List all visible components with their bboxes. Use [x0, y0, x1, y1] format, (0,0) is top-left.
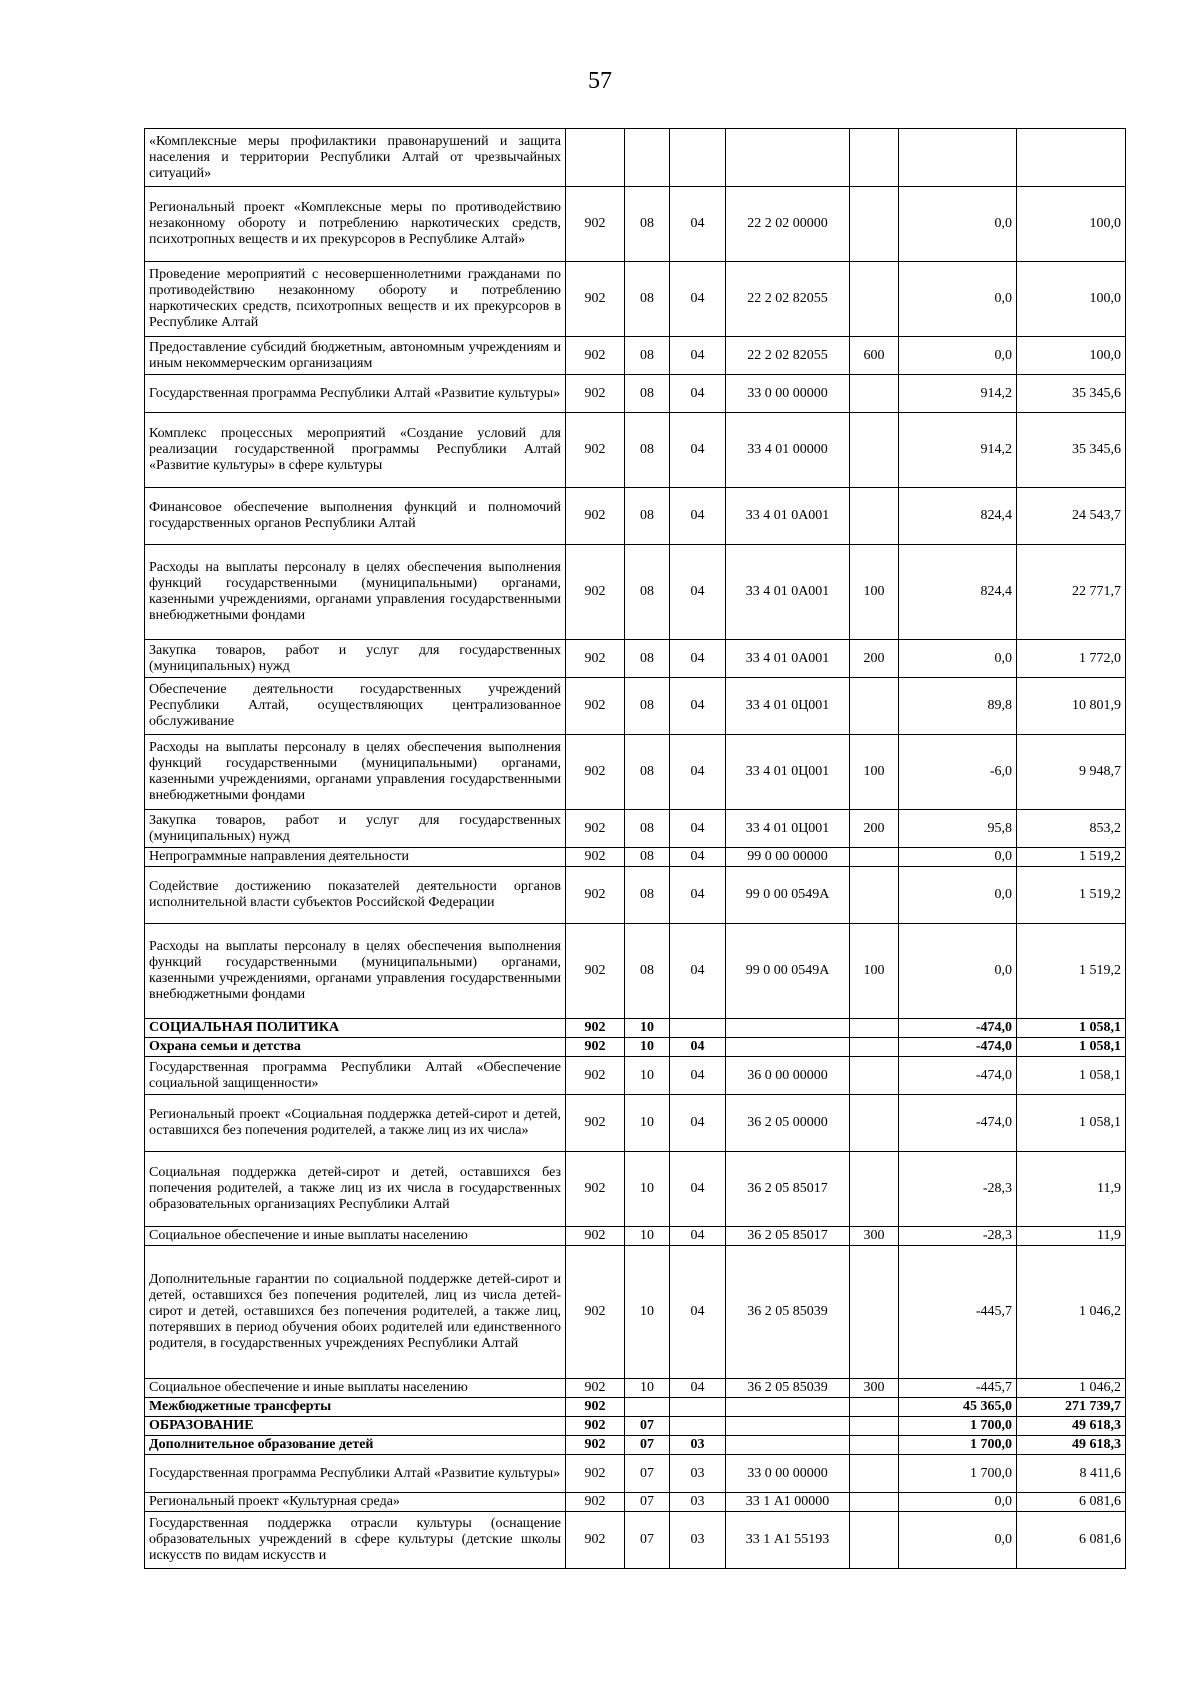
table-row	[145, 1038, 1126, 1057]
row-amount-change: 0,0	[899, 187, 1017, 262]
row-amount-change: -28,3	[899, 1227, 1017, 1246]
row-name: Закупка товаров, работ и услуг для государственных (муниципальных) нужд	[145, 640, 566, 678]
row-amount-change: 824,4	[899, 545, 1017, 640]
row-amount-change: -474,0	[899, 1095, 1017, 1152]
row-grbs-code: 902	[566, 545, 625, 640]
row-name: «Комплексные меры профилактики правонарушений и защита населения и территории Республики Алтай от чрезвычайных ситуаций»	[145, 129, 566, 187]
row-amount-total: 1 519,2	[1017, 848, 1126, 867]
row-grbs-code: 902	[566, 1227, 625, 1246]
row-name: Предоставление субсидий бюджетным, автономным учреждениям и иным некоммерческим организациям	[145, 337, 566, 375]
row-name: Государственная программа Республики Алтай «Развитие культуры»	[145, 1455, 566, 1493]
row-target-article-code	[726, 1436, 850, 1455]
row-amount-total: 100,0	[1017, 337, 1126, 375]
row-name: Охрана семьи и детства	[145, 1038, 566, 1057]
row-amount-change: 914,2	[899, 375, 1017, 413]
row-name: Социальное обеспечение и иные выплаты населению	[145, 1227, 566, 1246]
row-subsection-code: 04	[670, 924, 726, 1019]
table-row	[145, 1493, 1126, 1512]
row-expense-type-code: 200	[850, 640, 899, 678]
row-name: Региональный проект «Социальная поддержка детей-сирот и детей, оставшихся без попечения родителей, а также лиц из их числа»	[145, 1095, 566, 1152]
row-expense-type-code: 100	[850, 735, 899, 810]
row-target-article-code: 33 0 00 00000	[726, 1455, 850, 1493]
row-grbs-code: 902	[566, 187, 625, 262]
row-target-article-code: 36 2 05 85017	[726, 1152, 850, 1227]
row-subsection-code: 04	[670, 1246, 726, 1379]
row-amount-change: -474,0	[899, 1038, 1017, 1057]
row-expense-type-code	[850, 1019, 899, 1038]
row-expense-type-code: 200	[850, 810, 899, 848]
row-amount-change: 45 365,0	[899, 1398, 1017, 1417]
row-amount-change: -28,3	[899, 1152, 1017, 1227]
row-section-code: 07	[625, 1493, 670, 1512]
table-row	[145, 1512, 1126, 1569]
row-amount-change: 0,0	[899, 337, 1017, 375]
row-subsection-code: 04	[670, 1038, 726, 1057]
table-row	[145, 545, 1126, 640]
row-grbs-code: 902	[566, 1038, 625, 1057]
row-grbs-code: 902	[566, 1379, 625, 1398]
row-grbs-code: 902	[566, 1095, 625, 1152]
row-subsection-code: 04	[670, 1152, 726, 1227]
row-amount-total: 1 058,1	[1017, 1095, 1126, 1152]
row-expense-type-code: 300	[850, 1379, 899, 1398]
row-amount-total: 1 519,2	[1017, 924, 1126, 1019]
row-name: Расходы на выплаты персоналу в целях обеспечения выполнения функций государственными (муниципальными) органами, казенными учреждениями, органами управления государственными внебюджетными фондами	[145, 924, 566, 1019]
row-subsection-code: 04	[670, 1057, 726, 1095]
row-name: Содействие достижению показателей деятельности органов исполнительной власти субъектов Российской Федерации	[145, 867, 566, 924]
row-target-article-code: 99 0 00 0549А	[726, 924, 850, 1019]
row-target-article-code: 33 4 01 0А001	[726, 488, 850, 545]
row-amount-total: 853,2	[1017, 810, 1126, 848]
row-amount-change	[899, 129, 1017, 187]
row-amount-change: 89,8	[899, 678, 1017, 735]
row-section-code: 10	[625, 1227, 670, 1246]
row-amount-change: 95,8	[899, 810, 1017, 848]
row-subsection-code: 04	[670, 262, 726, 337]
row-subsection-code	[670, 1398, 726, 1417]
row-name: Расходы на выплаты персоналу в целях обеспечения выполнения функций государственными (муниципальными) органами, казенными учреждениями, органами управления государственными внебюджетными фондами	[145, 545, 566, 640]
row-target-article-code: 36 2 05 00000	[726, 1095, 850, 1152]
row-section-code	[625, 129, 670, 187]
row-target-article-code	[726, 1417, 850, 1436]
row-section-code: 08	[625, 413, 670, 488]
row-amount-change: 824,4	[899, 488, 1017, 545]
table-row	[145, 262, 1126, 337]
row-section-code: 08	[625, 375, 670, 413]
row-amount-total: 11,9	[1017, 1152, 1126, 1227]
row-grbs-code: 902	[566, 1493, 625, 1512]
row-amount-total	[1017, 129, 1126, 187]
row-subsection-code: 04	[670, 1095, 726, 1152]
row-section-code: 10	[625, 1019, 670, 1038]
row-section-code: 08	[625, 810, 670, 848]
page-number: 57	[588, 68, 612, 94]
row-amount-total: 1 046,2	[1017, 1246, 1126, 1379]
table-row	[145, 1227, 1126, 1246]
row-section-code: 08	[625, 924, 670, 1019]
row-target-article-code: 33 4 01 0А001	[726, 545, 850, 640]
row-expense-type-code	[850, 375, 899, 413]
row-amount-change: 0,0	[899, 262, 1017, 337]
row-grbs-code: 902	[566, 1512, 625, 1569]
row-section-code: 08	[625, 640, 670, 678]
row-target-article-code	[726, 1398, 850, 1417]
row-amount-total: 1 058,1	[1017, 1019, 1126, 1038]
row-amount-total: 49 618,3	[1017, 1417, 1126, 1436]
row-expense-type-code	[850, 1038, 899, 1057]
row-amount-total: 49 618,3	[1017, 1436, 1126, 1455]
row-amount-change: 1 700,0	[899, 1436, 1017, 1455]
row-grbs-code: 902	[566, 375, 625, 413]
table-row	[145, 924, 1126, 1019]
row-subsection-code: 04	[670, 735, 726, 810]
row-section-code: 10	[625, 1038, 670, 1057]
row-grbs-code: 902	[566, 678, 625, 735]
row-grbs-code: 902	[566, 337, 625, 375]
row-name: СОЦИАЛЬНАЯ ПОЛИТИКА	[145, 1019, 566, 1038]
row-name: Проведение мероприятий с несовершеннолетними гражданами по противодействию незаконному обороту и потреблению наркотических средств, психотропных веществ и их прекурсоров в Республике Алтай	[145, 262, 566, 337]
row-subsection-code	[670, 1417, 726, 1436]
row-target-article-code: 33 4 01 0А001	[726, 640, 850, 678]
table-row	[145, 678, 1126, 735]
row-expense-type-code	[850, 1398, 899, 1417]
row-section-code: 08	[625, 187, 670, 262]
row-amount-change: -6,0	[899, 735, 1017, 810]
row-subsection-code: 04	[670, 678, 726, 735]
row-section-code: 08	[625, 337, 670, 375]
row-expense-type-code	[850, 1057, 899, 1095]
row-name: Региональный проект «Культурная среда»	[145, 1493, 566, 1512]
row-subsection-code	[670, 1019, 726, 1038]
row-section-code: 08	[625, 262, 670, 337]
row-amount-total: 1 058,1	[1017, 1057, 1126, 1095]
row-amount-change: 1 700,0	[899, 1455, 1017, 1493]
row-amount-total: 8 411,6	[1017, 1455, 1126, 1493]
row-grbs-code: 902	[566, 1398, 625, 1417]
table-row	[145, 848, 1126, 867]
row-name: Непрограммные направления деятельности	[145, 848, 566, 867]
row-expense-type-code	[850, 1493, 899, 1512]
row-subsection-code: 04	[670, 413, 726, 488]
row-amount-total: 100,0	[1017, 187, 1126, 262]
row-section-code: 08	[625, 678, 670, 735]
row-target-article-code: 33 4 01 00000	[726, 413, 850, 488]
row-grbs-code: 902	[566, 848, 625, 867]
row-target-article-code: 33 4 01 0Ц001	[726, 678, 850, 735]
row-name: Межбюджетные трансферты	[145, 1398, 566, 1417]
row-name: Закупка товаров, работ и услуг для государственных (муниципальных) нужд	[145, 810, 566, 848]
row-expense-type-code	[850, 848, 899, 867]
row-expense-type-code	[850, 678, 899, 735]
row-subsection-code: 04	[670, 545, 726, 640]
table-row	[145, 1417, 1126, 1436]
table-row	[145, 375, 1126, 413]
row-name: Комплекс процессных мероприятий «Создание условий для реализации государственной программы Республики Алтай «Развитие культуры» в сфере культуры	[145, 413, 566, 488]
row-name: Расходы на выплаты персоналу в целях обеспечения выполнения функций государственными (муниципальными) органами, казенными учреждениями, органами управления государственными внебюджетными фондами	[145, 735, 566, 810]
row-subsection-code: 04	[670, 337, 726, 375]
row-amount-total: 6 081,6	[1017, 1493, 1126, 1512]
row-subsection-code: 04	[670, 375, 726, 413]
table-row	[145, 488, 1126, 545]
row-target-article-code: 99 0 00 0549А	[726, 867, 850, 924]
row-section-code: 07	[625, 1512, 670, 1569]
row-target-article-code: 33 1 А1 00000	[726, 1493, 850, 1512]
row-expense-type-code	[850, 129, 899, 187]
row-amount-total: 22 771,7	[1017, 545, 1126, 640]
row-name: Дополнительные гарантии по социальной поддержке детей-сирот и детей, оставшихся без попечения родителей, лиц из числа детей-сирот и детей, оставшихся без попечения родителей, а также лиц, потерявших в период обучения обоих родителей или единственного родителя, в государственных учреждениях Республики Алтай	[145, 1246, 566, 1379]
row-target-article-code: 22 2 02 82055	[726, 337, 850, 375]
table-row	[145, 187, 1126, 262]
row-amount-change: 0,0	[899, 924, 1017, 1019]
row-subsection-code: 04	[670, 848, 726, 867]
row-expense-type-code	[850, 1512, 899, 1569]
row-amount-total: 1 058,1	[1017, 1038, 1126, 1057]
row-expense-type-code	[850, 1436, 899, 1455]
table-row	[145, 1152, 1126, 1227]
row-name: Социальное обеспечение и иные выплаты населению	[145, 1379, 566, 1398]
row-grbs-code	[566, 129, 625, 187]
row-amount-total: 1 046,2	[1017, 1379, 1126, 1398]
row-target-article-code	[726, 1038, 850, 1057]
row-expense-type-code	[850, 1095, 899, 1152]
row-grbs-code: 902	[566, 1152, 625, 1227]
row-grbs-code: 902	[566, 867, 625, 924]
row-name: Государственная программа Республики Алтай «Обеспечение социальной защищенности»	[145, 1057, 566, 1095]
budget-table	[144, 128, 1126, 1569]
row-amount-total: 10 801,9	[1017, 678, 1126, 735]
row-grbs-code: 902	[566, 1455, 625, 1493]
row-grbs-code: 902	[566, 640, 625, 678]
row-grbs-code: 902	[566, 1057, 625, 1095]
row-section-code: 10	[625, 1057, 670, 1095]
table-row	[145, 1057, 1126, 1095]
table-row	[145, 129, 1126, 187]
row-amount-change: -445,7	[899, 1379, 1017, 1398]
row-subsection-code: 03	[670, 1455, 726, 1493]
row-grbs-code: 902	[566, 1246, 625, 1379]
row-amount-change: 0,0	[899, 848, 1017, 867]
row-amount-total: 1 772,0	[1017, 640, 1126, 678]
row-name: Финансовое обеспечение выполнения функций и полномочий государственных органов Республики Алтай	[145, 488, 566, 545]
row-expense-type-code	[850, 413, 899, 488]
row-amount-change: -474,0	[899, 1057, 1017, 1095]
row-grbs-code: 902	[566, 735, 625, 810]
row-target-article-code: 33 1 А1 55193	[726, 1512, 850, 1569]
row-expense-type-code	[850, 1455, 899, 1493]
row-name: Социальная поддержка детей-сирот и детей, оставшихся без попечения родителей, а также лиц из их числа в государственных образовательных организациях Республики Алтай	[145, 1152, 566, 1227]
row-amount-change: -474,0	[899, 1019, 1017, 1038]
row-amount-total: 9 948,7	[1017, 735, 1126, 810]
row-amount-total: 6 081,6	[1017, 1512, 1126, 1569]
row-subsection-code: 03	[670, 1512, 726, 1569]
row-amount-total: 1 519,2	[1017, 867, 1126, 924]
row-name: Государственная поддержка отрасли культуры (оснащение образовательных учреждений в сфере культуры (детские школы искусств по видам искусств и	[145, 1512, 566, 1569]
row-subsection-code: 03	[670, 1493, 726, 1512]
row-target-article-code: 99 0 00 00000	[726, 848, 850, 867]
row-amount-total: 35 345,6	[1017, 413, 1126, 488]
row-subsection-code: 04	[670, 867, 726, 924]
row-section-code: 08	[625, 735, 670, 810]
row-amount-total: 24 543,7	[1017, 488, 1126, 545]
row-amount-change: 914,2	[899, 413, 1017, 488]
row-expense-type-code: 600	[850, 337, 899, 375]
row-target-article-code: 22 2 02 00000	[726, 187, 850, 262]
row-target-article-code: 36 2 05 85039	[726, 1246, 850, 1379]
table-row	[145, 1398, 1126, 1417]
row-expense-type-code	[850, 1246, 899, 1379]
table-row	[145, 413, 1126, 488]
row-section-code: 07	[625, 1436, 670, 1455]
row-subsection-code: 04	[670, 1379, 726, 1398]
row-expense-type-code	[850, 867, 899, 924]
row-expense-type-code: 100	[850, 924, 899, 1019]
row-section-code: 08	[625, 488, 670, 545]
row-grbs-code: 902	[566, 1436, 625, 1455]
row-amount-total: 11,9	[1017, 1227, 1126, 1246]
row-name: Обеспечение деятельности государственных учреждений Республики Алтай, осуществляющих централизованное обслуживание	[145, 678, 566, 735]
row-subsection-code: 03	[670, 1436, 726, 1455]
row-section-code: 07	[625, 1417, 670, 1436]
row-amount-total: 271 739,7	[1017, 1398, 1126, 1417]
table-row	[145, 1379, 1126, 1398]
table-row	[145, 810, 1126, 848]
row-expense-type-code: 300	[850, 1227, 899, 1246]
row-section-code: 10	[625, 1379, 670, 1398]
row-grbs-code: 902	[566, 924, 625, 1019]
row-name: Дополнительное образование детей	[145, 1436, 566, 1455]
row-grbs-code: 902	[566, 810, 625, 848]
row-name: ОБРАЗОВАНИЕ	[145, 1417, 566, 1436]
row-section-code: 08	[625, 848, 670, 867]
row-target-article-code	[726, 1019, 850, 1038]
row-amount-change: 0,0	[899, 1512, 1017, 1569]
row-section-code: 08	[625, 545, 670, 640]
row-subsection-code: 04	[670, 488, 726, 545]
row-subsection-code: 04	[670, 1227, 726, 1246]
row-target-article-code	[726, 129, 850, 187]
row-section-code: 10	[625, 1246, 670, 1379]
table-row	[145, 735, 1126, 810]
row-target-article-code: 33 0 00 00000	[726, 375, 850, 413]
row-target-article-code: 36 2 05 85039	[726, 1379, 850, 1398]
table-row	[145, 867, 1126, 924]
table-row	[145, 1246, 1126, 1379]
row-target-article-code: 33 4 01 0Ц001	[726, 735, 850, 810]
row-subsection-code: 04	[670, 810, 726, 848]
row-grbs-code: 902	[566, 262, 625, 337]
row-amount-total: 35 345,6	[1017, 375, 1126, 413]
row-section-code: 08	[625, 867, 670, 924]
table-row	[145, 337, 1126, 375]
row-expense-type-code	[850, 1417, 899, 1436]
row-expense-type-code	[850, 262, 899, 337]
row-section-code: 07	[625, 1455, 670, 1493]
row-amount-change: 1 700,0	[899, 1417, 1017, 1436]
table-row	[145, 1095, 1126, 1152]
row-name: Региональный проект «Комплексные меры по противодействию незаконному обороту и потреблению наркотических средств, психотропных веществ и их прекурсоров в Республике Алтай»	[145, 187, 566, 262]
row-amount-change: 0,0	[899, 867, 1017, 924]
row-grbs-code: 902	[566, 488, 625, 545]
row-expense-type-code	[850, 1152, 899, 1227]
row-target-article-code: 36 0 00 00000	[726, 1057, 850, 1095]
row-amount-change: 0,0	[899, 1493, 1017, 1512]
row-name: Государственная программа Республики Алтай «Развитие культуры»	[145, 375, 566, 413]
row-subsection-code: 04	[670, 187, 726, 262]
row-expense-type-code	[850, 187, 899, 262]
row-grbs-code: 902	[566, 1019, 625, 1038]
row-target-article-code: 22 2 02 82055	[726, 262, 850, 337]
row-expense-type-code	[850, 488, 899, 545]
table-row	[145, 640, 1126, 678]
row-amount-change: -445,7	[899, 1246, 1017, 1379]
row-section-code: 10	[625, 1095, 670, 1152]
row-subsection-code	[670, 129, 726, 187]
row-grbs-code: 902	[566, 1417, 625, 1436]
table-row	[145, 1019, 1126, 1038]
table-row	[145, 1436, 1126, 1455]
row-amount-total: 100,0	[1017, 262, 1126, 337]
table-row	[145, 1455, 1126, 1493]
row-subsection-code: 04	[670, 640, 726, 678]
row-target-article-code: 33 4 01 0Ц001	[726, 810, 850, 848]
row-section-code	[625, 1398, 670, 1417]
row-section-code: 10	[625, 1152, 670, 1227]
row-amount-change: 0,0	[899, 640, 1017, 678]
row-target-article-code: 36 2 05 85017	[726, 1227, 850, 1246]
row-grbs-code: 902	[566, 413, 625, 488]
row-expense-type-code: 100	[850, 545, 899, 640]
